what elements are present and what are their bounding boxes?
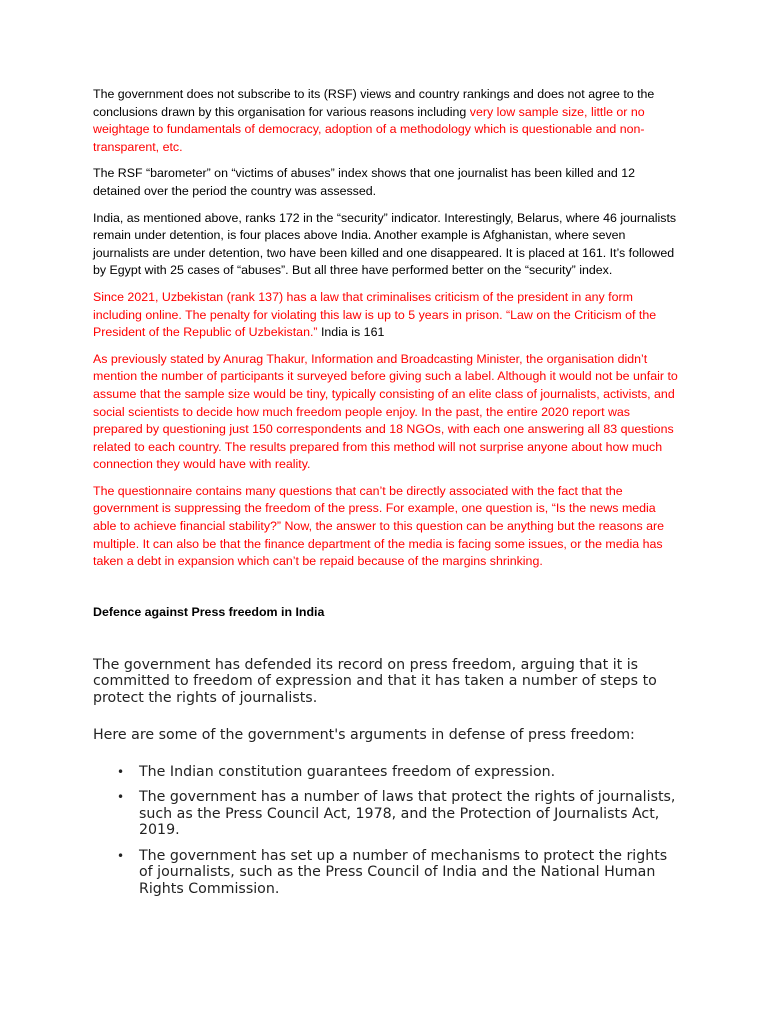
bullet-icon: • — [117, 790, 125, 805]
bullet-icon: • — [117, 764, 125, 779]
section-intro: The government has defended its record on press freedom, arguing that it is committed to freedom of expression and that it has taken a number of steps to protect the rights of journalists. — [93, 656, 657, 706]
list-item-text: The government has set up a number of mechanisms to protect the rights of journalists, such as the Press Council of India and the National Human Rights Commission. — [139, 847, 668, 897]
paragraph-uzbekistan — [93, 289, 678, 342]
paragraph-text: India is 161 — [317, 325, 385, 340]
document-page — [93, 86, 678, 906]
highlighted-text: Since 2021, Uzbekistan (rank 137) has a law that criminalises criticism of the president in any form including online. The penalty for violating this law is up to 5 years in prison. “Law on the Criticism of the President of the Republic of Uzbekistan.” — [93, 289, 657, 340]
list-item — [93, 848, 678, 898]
arguments-list — [93, 764, 678, 898]
section-lead: Here are some of the government's arguments in defense of press freedom: — [93, 727, 635, 744]
list-item-text: The Indian constitution guarantees freedom of expression. — [139, 763, 556, 780]
section-heading: Defence against Press freedom in India — [93, 604, 325, 619]
paragraph-questionnaire: The questionnaire contains many questions that can’t be directly associated with the fact that the government is suppressing the freedom of the press. For example, one question is, “Is the news media able to achieve financial stability?” Now, the answer to this question can be anything but the reasons are multiple. It can also be that the finance department of the media is facing some issues, or the media has taken a debt in expansion which can’t be repaid because of the margins shrinking. — [93, 483, 665, 569]
paragraph-text: The government does not subscribe to its (RSF) views and country rankings and does not agree to the conclusions drawn by this organisation for various reasons including — [93, 87, 655, 119]
paragraph-sample-size: As previously stated by Anurag Thakur, Information and Broadcasting Minister, the organisation didn’t mention the number of participants it surveyed before giving such a label. Although it would not be unfair to assume that the sample size would be tiny, typically consisting of an elite class of journalists, activists, and social scientists to decide how much freedom people enjoy. In the past, the entire 2020 report was prepared by questioning just 150 correspondents and 18 NGOs, with each one answering all 83 questions related to each country. The results prepared from this method will not surprise anyone about how much connection they would have with reality. — [93, 351, 678, 472]
list-item — [93, 764, 678, 781]
bullet-icon: • — [117, 848, 125, 863]
list-item-text: The government has a number of laws that protect the rights of journalists, such as the Press Council Act, 1978, and the Protection of Journalists Act, 2019. — [139, 789, 676, 839]
paragraph-rsf-views — [93, 86, 678, 156]
paragraph-barometer: The RSF “barometer” on “victims of abuses” index shows that one journalist has been killed and 12 detained over the period the country was assessed. — [93, 166, 636, 198]
list-item — [93, 789, 678, 839]
paragraph-security-indicator: India, as mentioned above, ranks 172 in the “security” indicator. Interestingly, Belarus, where 46 journalists remain under detention, is four places above India. Another example is Afghanistan, where seven journalists are under detention, two have been killed and one disappeared. It is placed at 161. It’s followed by Egypt with 25 cases of “abuses”. But all three have performed better on the “security” index. — [93, 210, 677, 278]
highlighted-text: very low sample size, little or no weightage to fundamentals of democracy, adoption of a methodology which is questionable and non-transparent, etc. — [93, 104, 645, 154]
